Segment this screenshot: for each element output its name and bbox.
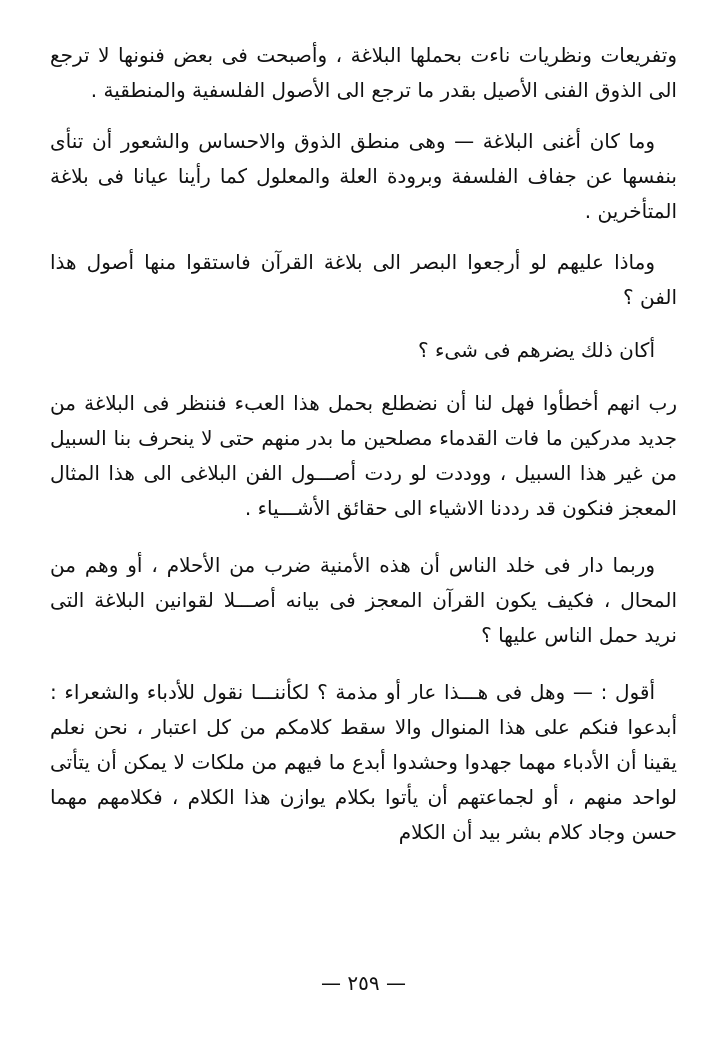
paragraph-2: وما كان أغنى البلاغة — وهى منطق الذوق والاحساس والشعور أن تنأى بنفسها عن جفاف الفلسفة وبرودة العلة والمعلول كما رأينا عيانا فى بلاغة المتأخرين . <box>50 129 677 223</box>
paragraph-1: وتفريعات ونظريات ناءت بحملها البلاغة ، وأصبحت فى بعض فنونها لا ترجع الى الذوق الفنى الأصيل بقدر ما ترجع الى الأصول الفلسفية والمنطقية . <box>50 43 677 102</box>
paragraph-5: رب انهم أخطأوا فهل لنا أن نضطلع بحمل هذا العبء فننظر فى البلاغة من جديد مدركين ما فات القدماء مصلحين ما بدر منهم حتى لا ينحرف بنا السبيل من غير هذا السبيل ، ووددت لو ردت أصـــول الفن البلاغى الى هذا المثال المعجز فنكون قد رددنا الاشياء الى حقائق الأشـــياء . <box>50 391 677 520</box>
paragraph-6: وربما دار فى خلد الناس أن هذه الأمنية ضرب من الأحلام ، أو وهم من المحال ، فكيف يكون القرآن المعجز فى بيانه أصـــلا لقوانين البلاغة التى نريد حمل الناس عليها ؟ <box>50 553 677 647</box>
paragraph-7: أقول : — وهل فى هـــذا عار أو مذمة ؟ لكأننـــا نقول للأدباء والشعراء : أبدعوا فنكم على هذا المنوال والا سقط كلامكم من كل اعتبار ، نحن نعلم يقينا أن الأدباء مهما جهدوا وحشدوا أبدع ما فيهم من ملكات لا يمكن أن يتأتى لواحد منهم ، أو لجماعتهم أن يأتوا بكلام يوازن هذا الكلام ، فكلامهم مهما حسن وجاد كلام بشر بيد أن الكلام <box>50 680 677 844</box>
page-number: — ٢٥٩ — <box>321 971 406 995</box>
paragraph-4: أكان ذلك يضرهم فى شىء ؟ <box>418 338 655 362</box>
document-page <box>50 38 677 1008</box>
paragraph-3: وماذا عليهم لو أرجعوا البصر الى بلاغة القرآن فاستقوا منها أصول هذا الفن ؟ <box>50 250 677 309</box>
